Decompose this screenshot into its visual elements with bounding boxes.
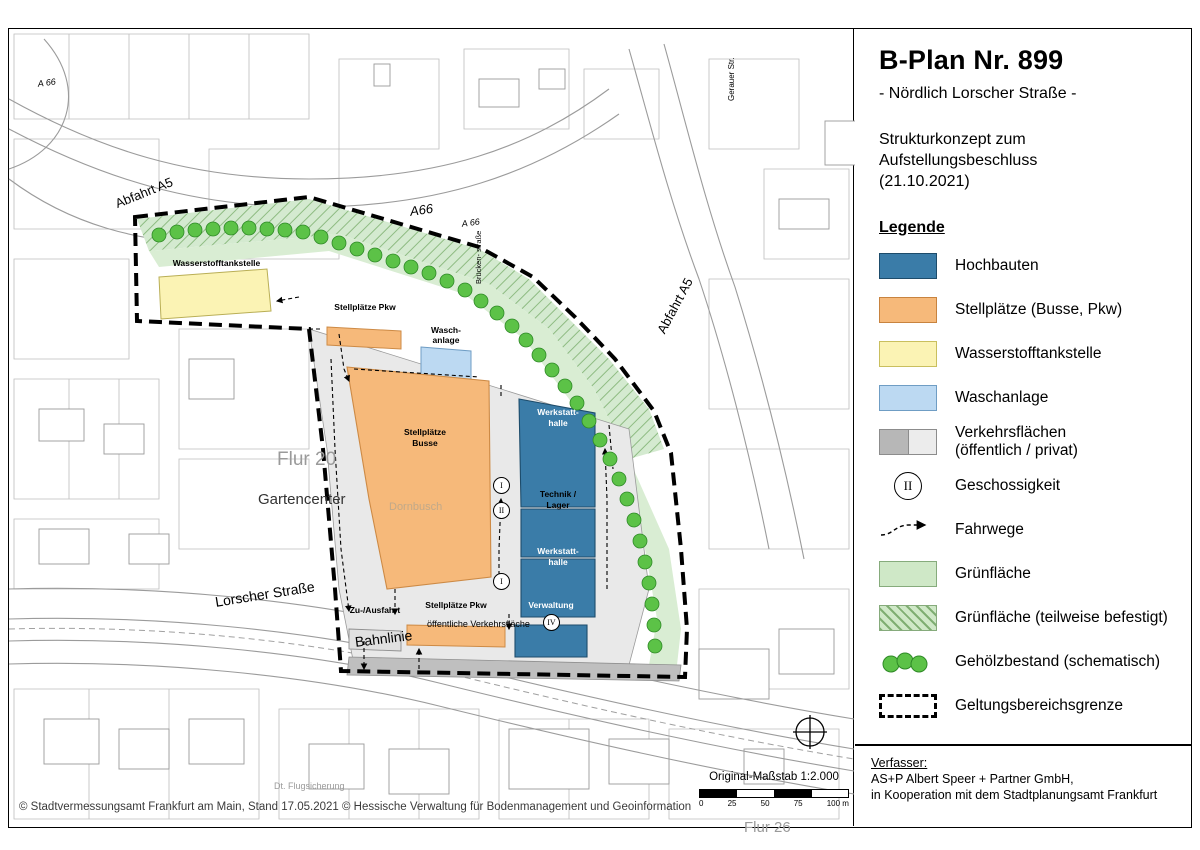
plan-area-verkehrsflaeche-oeffentlich: [347, 657, 681, 681]
plan-label-zu-ausfahrt: Zu-/Ausfahrt: [349, 605, 401, 615]
map-label-flur-26: Flur 26: [744, 819, 791, 836]
plan-area-stellplaetze-pkw-nord: [327, 327, 401, 349]
werkstatthalle-nord-line2: halle: [548, 418, 568, 428]
scale-tick-4: 100 m: [826, 799, 849, 808]
scale-bar: [699, 771, 849, 808]
legend-label-gehoelzbestand: Gehölzbestand (schematisch): [955, 653, 1161, 670]
scale-tick-2: 50: [760, 799, 770, 808]
plan-label-stellplaetze-busse: [387, 427, 463, 449]
legend-item-gruenflaeche: [879, 555, 1179, 593]
map-label-lorscher-strasse: Lorscher Straße: [214, 578, 316, 610]
page-subtitle: - Nördlich Lorscher Straße -: [879, 85, 1077, 102]
legend-label-fahrwege: Fahrwege: [955, 521, 1024, 538]
verfasser-block: [871, 755, 1157, 803]
verfasser-heading: Verfasser:: [871, 756, 928, 770]
map-label-abfahrt-a5-ne: Abfahrt A5: [654, 275, 696, 337]
legend-swatch-waschanlage: [879, 385, 937, 411]
legend-swatch-geltungsbereichsgrenze: [879, 694, 937, 718]
legend-item-geltungsbereichsgrenze: [879, 687, 1179, 725]
map-label-dornbusch: Dornbusch: [389, 501, 443, 513]
waschanlage-line1: Wasch-: [431, 325, 461, 335]
legend-label-verkehrsflaechen-line1: Verkehrsflächen: [955, 424, 1067, 441]
verfasser-line1: AS+P Albert Speer + Partner GmbH,: [871, 772, 1074, 786]
storey-marker-verwaltung: IV: [543, 614, 560, 631]
legend-label-wasserstofftankstelle: Wasserstofftankstelle: [955, 345, 1102, 362]
scale-tick-3: 75: [793, 799, 803, 808]
scale-bar-segments: [699, 789, 849, 798]
legend-swatch-gruenflaeche-befestigt: [879, 605, 937, 631]
waschanlage-line2: anlage: [432, 335, 460, 345]
scale-caption: Original-Maßstab 1:2.000: [709, 771, 839, 783]
legend-swatch-hochbauten: [879, 253, 937, 279]
plan-label-werkstatthalle-nord: [521, 407, 595, 429]
werkstatthalle-nord-line1: Werkstatt-: [537, 407, 579, 417]
map-label-gerauer-strasse: Gerauer Str.: [727, 57, 736, 101]
storeys-circle-icon: II: [894, 472, 922, 500]
legend-label-verkehrsflaechen: [955, 424, 1078, 460]
plan-description-line1: Strukturkonzept zum: [879, 131, 1026, 148]
plan-description: [879, 129, 1037, 192]
legend-item-hochbauten: [879, 247, 1179, 285]
legend-heading: Legende: [879, 219, 945, 236]
legend-label-stellplaetze: Stellplätze (Busse, Pkw): [955, 301, 1123, 318]
plan-description-line3: (21.10.2021): [879, 173, 970, 190]
stellplaetze-busse-line1: Stellplätze: [403, 427, 447, 437]
legend-footer-divider: [855, 744, 1191, 746]
map-label-a66-small: A 66: [461, 216, 481, 229]
legend-swatch-fahrwege: [879, 519, 937, 541]
map-label-brueckenstrasse: Brücken- straße: [474, 230, 483, 284]
legend-swatch-gehoelzbestand: [879, 649, 937, 675]
map-pane[interactable]: [9, 29, 854, 836]
stellplaetze-busse-line2: Busse: [412, 438, 438, 448]
plan-description-line2: Aufstellungsbeschluss: [879, 152, 1038, 169]
scale-tick-0: 0: [699, 799, 704, 808]
technik-lager-line2: Lager: [546, 500, 570, 510]
plan-label-wasserstofftankstelle: Wasserstofftankstelle: [172, 258, 261, 268]
legend-label-geltungsbereichsgrenze: Geltungsbereichsgrenze: [955, 697, 1124, 714]
scale-tick-1: 25: [727, 799, 737, 808]
legend-item-wasserstofftankstelle: [879, 335, 1179, 373]
legend-swatch-geschossigkeit: [879, 472, 937, 500]
legend-swatch-gruenflaeche: [879, 561, 937, 587]
map-copyright: © Stadtvermessungsamt Frankfurt am Main, Stand 17.05.2021 © Hessische Verwaltung für Bodenmanagement und Geoinformation: [19, 801, 692, 813]
map-label-flur-20: Flur 20: [277, 449, 337, 470]
legend-label-gruenflaeche-befestigt: Grünfläche (teilweise befestigt): [955, 609, 1168, 626]
map-label-bahnlinie: Bahnlinie: [354, 626, 414, 650]
map-label-a66-topleft: A 66: [37, 76, 57, 89]
legend-swatch-wasserstofftankstelle: [879, 341, 937, 367]
plan-label-technik-lager: [521, 489, 595, 511]
legend-item-geschossigkeit: [879, 467, 1179, 505]
legend-label-verkehrsflaechen-line2: (öffentlich / privat): [955, 442, 1078, 459]
legend-item-fahrwege: [879, 511, 1179, 549]
map-label-dt-flugsicherung: Dt. Flugsicherung: [274, 781, 345, 791]
trees-icon: [879, 649, 937, 675]
legend-item-waschanlage: [879, 379, 1179, 417]
map-label-gartencenter: Gartencenter: [258, 491, 346, 508]
plan-label-werkstatthalle-sued: [521, 546, 595, 568]
legend-item-verkehrsflaechen: [879, 423, 1179, 461]
werkstatthalle-sued-line2: halle: [548, 557, 568, 567]
storey-marker-technik-lager: II: [493, 502, 510, 519]
legend-pane: [855, 29, 1191, 826]
scale-ticks: [699, 799, 849, 808]
plan-label-oeffentliche-verkehrsflaeche: öffentliche Verkehrsfläche: [427, 619, 530, 629]
plan-area-wasserstofftankstelle: [159, 269, 271, 319]
legend-label-hochbauten: Hochbauten: [955, 257, 1039, 274]
storey-marker-werkstatthalle-sued: I: [493, 573, 510, 590]
legend-label-waschanlage: Waschanlage: [955, 389, 1049, 406]
legend-item-stellplaetze: [879, 291, 1179, 329]
legend-swatch-stellplaetze: [879, 297, 937, 323]
legend-label-gruenflaeche: Grünfläche: [955, 565, 1031, 582]
verfasser-line2: in Kooperation mit dem Stadtplanungsamt Frankfurt: [871, 788, 1158, 802]
plan-label-stellplaetze-pkw-nord: Stellplätze Pkw: [334, 302, 396, 312]
technik-lager-line1: Technik /: [539, 489, 577, 499]
legend-swatch-verkehrsflaechen: [879, 429, 937, 455]
storey-marker-werkstatthalle-nord: I: [493, 477, 510, 494]
legend-item-gehoelzbestand: [879, 643, 1179, 681]
plan-label-verwaltung: Verwaltung: [528, 600, 574, 610]
legend-item-gruenflaeche-befestigt: [879, 599, 1179, 637]
page-title: B-Plan Nr. 899: [879, 45, 1064, 75]
legend-list: [879, 247, 1179, 731]
map-label-a66: A66: [409, 200, 435, 219]
plan-label-stellplaetze-pkw-sued: Stellplätze Pkw: [425, 600, 487, 610]
werkstatthalle-sued-line1: Werkstatt-: [537, 546, 579, 556]
map-label-abfahrt-a5-nw: Abfahrt A5: [113, 174, 175, 211]
arrow-dashed-icon: [879, 519, 937, 541]
plan-label-waschanlage: [421, 325, 471, 345]
legend-label-geschossigkeit: Geschossigkeit: [955, 477, 1061, 494]
plan-frame: [8, 28, 1192, 836]
